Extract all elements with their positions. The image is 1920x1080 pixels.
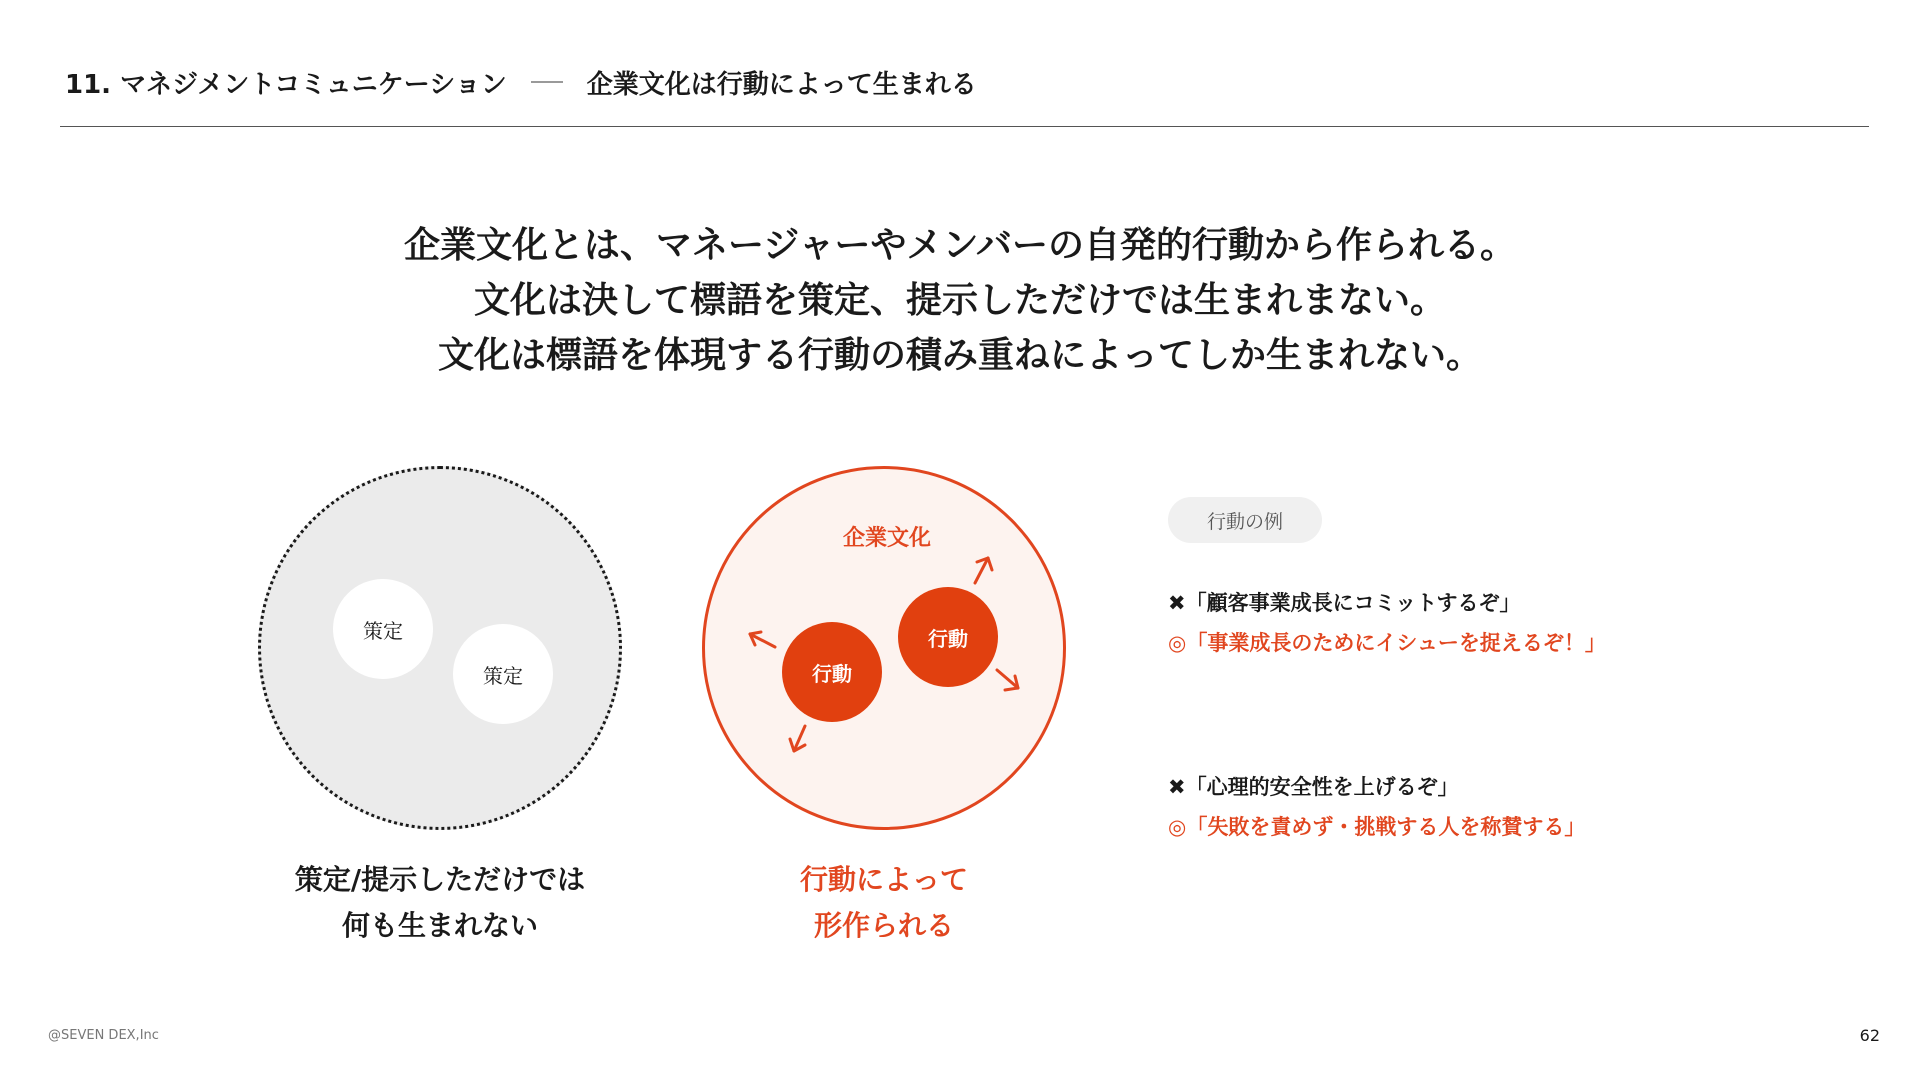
- good-example: ◎「事業成長のためにイシューを捉えるぞ！」: [1168, 631, 1606, 655]
- examples-pill: 行動の例: [1168, 497, 1322, 543]
- action-bubble: 行動: [898, 587, 998, 687]
- arrow-up-left-icon: [750, 632, 775, 647]
- formulate-bubble: 策定: [333, 579, 433, 679]
- right-caption-line: 行動によって: [799, 863, 968, 896]
- left-caption-line: 何も生まれない: [341, 909, 538, 942]
- arrow-down-left-icon: [790, 726, 805, 751]
- page-header: [65, 62, 977, 102]
- headline: [0, 218, 1920, 383]
- page-number: 62: [1859, 1026, 1880, 1045]
- header-divider: [60, 126, 1869, 127]
- headline-line: 文化は決して標語を策定、提示しただけでは生まれまない。: [473, 280, 1446, 321]
- left-caption: [240, 857, 640, 949]
- arrows-graphic: [705, 469, 1069, 833]
- right-caption-line: 形作られる: [813, 909, 954, 942]
- culture-label: 企業文化: [842, 526, 931, 551]
- bad-example: ✖「心理的安全性を上げるぞ」: [1168, 775, 1459, 799]
- right-caption: [684, 857, 1084, 949]
- culture-circle: [702, 466, 1066, 830]
- header-dash: [531, 81, 563, 83]
- slogan-only-circle: [258, 466, 622, 830]
- headline-line: 文化は標語を体現する行動の積み重ねによってしか生まれない。: [437, 335, 1482, 376]
- bad-example: ✖「顧客事業成長にコミットするぞ」: [1168, 591, 1521, 615]
- copyright: @SEVEN DEX,Inc: [48, 1028, 159, 1043]
- arrow-up-right-icon: [975, 558, 992, 583]
- section-title: 11. マネジメントコミュニケーション: [65, 69, 507, 100]
- arrow-down-right-icon: [997, 670, 1018, 690]
- page-subtitle: 企業文化は行動によって生まれる: [586, 69, 977, 100]
- formulate-bubble: 策定: [453, 624, 553, 724]
- left-caption-line: 策定/提示しただけでは: [294, 863, 586, 896]
- good-example: ◎「失敗を責めず・挑戦する人を称賛する」: [1168, 815, 1586, 839]
- action-bubble: 行動: [782, 622, 882, 722]
- headline-line: 企業文化とは、マネージャーやメンバーの自発的行動から作られる。: [403, 225, 1517, 266]
